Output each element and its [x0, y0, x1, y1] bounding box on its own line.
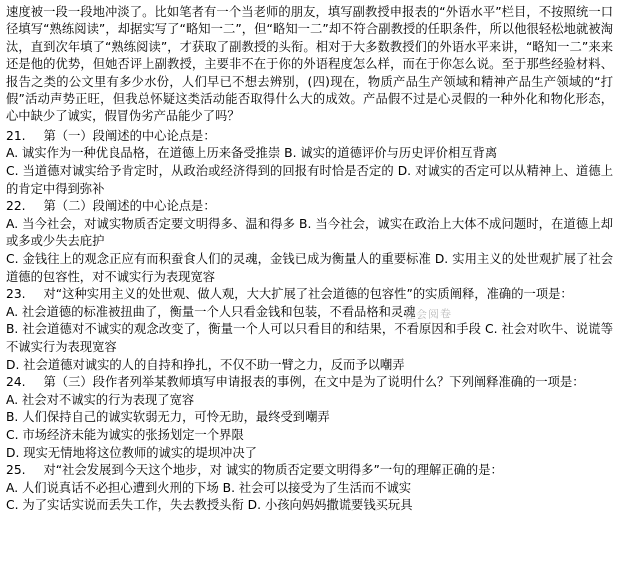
- question-text: 第（一）段阐述的中心论点是：: [43, 128, 216, 143]
- question-22: [6, 198, 613, 286]
- question-text: 对“这种实用主义的处世观、做人观，大大扩展了社会道德的包容性”的实质阐释，准确的一项是：: [43, 287, 573, 302]
- option-line[interactable]: D. 社会道德对诚实的人的自持和挣扎，不仅不助一臂之力，反而予以嘲弄: [6, 357, 405, 372]
- question-number: 21.: [6, 128, 26, 143]
- option-line[interactable]: C. 市场经济未能为诚实的张扬划定一个界限: [6, 427, 244, 442]
- option-line[interactable]: C. 金钱往上的观念正应有而积蚕食人们的灵魂，金钱已成为衡量人的重要标准 D. 实用主义的处世观扩展了社会道德的包容性，对不诚实行为表现宽容: [6, 252, 613, 284]
- question-number: 24.: [6, 375, 26, 390]
- option-line[interactable]: B. 人们保持自己的诚实软弱无力，可怜无助，最终受到嘲弄: [6, 410, 330, 425]
- question-24: [6, 374, 613, 462]
- question-21: [6, 128, 613, 198]
- watermark-text: 社会阅卷: [403, 307, 453, 322]
- question-text: 第（三）段作者列举某教师填写申请报表的事例，在文中是为了说明什么？下列阐释准确的一项是：: [43, 375, 585, 390]
- option-line[interactable]: C. 为了实话实说而丢失工作，失去教授头衔 D. 小孩向妈妈撒谎要钱买玩具: [6, 498, 413, 513]
- option-line[interactable]: A. 人们说真话不必担心遭到火刑的下场 B. 社会可以接受为了生活而不诚实: [6, 480, 412, 495]
- question-stem: [6, 198, 613, 216]
- question-23: [6, 286, 613, 374]
- question-text: 对“社会发展到今天这个地步，对 诚实的物质否定要文明得多”一句的理解正确的是：: [43, 463, 503, 478]
- question-number: 25.: [6, 463, 26, 478]
- question-number: 22.: [6, 199, 26, 214]
- question-number: 23.: [6, 287, 26, 302]
- question-text: 第（二）段阐述的中心论点是：: [43, 199, 216, 214]
- option-line[interactable]: A. 社会对不诚实的行为表现了宽容: [6, 392, 195, 407]
- option-line[interactable]: A. 当今社会，对诚实物质否定要文明得多、温和得多 B. 当今社会，诚实在政治上大体不成问题时，在道德上却或多或少失去庇护: [6, 216, 613, 249]
- question-stem: [6, 462, 613, 480]
- question-stem: [6, 374, 613, 392]
- option-line[interactable]: A. 社会道德的标准被扭曲了，衡量一个人只看金钱和包装，不看品格和灵魂: [6, 304, 416, 319]
- option-line[interactable]: C. 当道德对诚实给予肯定时，从政治或经济得到的回报有时恰是否定的 D. 对诚实的否定可以从精神上、道德上的肯定中得到弥补: [6, 164, 613, 196]
- option-line[interactable]: D. 现实无情地将这位教师的诚实的堤坝冲决了: [6, 445, 257, 460]
- passage-paragraph: 速度被一段一段地冲淡了。比如笔者有一个当老师的朋友，填写副教授申报表的“外语水平”栏目，不按照统一口径填写“熟练阅读”，却据实写了“略知一二”，但“略知一二”却不符合副教授的任职条件，所以他很轻松地就被淘汰，直到次年填了“熟练阅读”，才获取了副教授的头衔。相对于大多数教授们的外语水平来讲，“略知一二”来来还是他的优势，但她否评上副教授，主要非不在于你的外语程度怎么样，而在于你怎么说。至于那些经验材料、报告之类的公文里有多少水份，人们早已不想去辨别，(四)现在，物质产品生产领域和精神产品生产领域的“打假”活动声势正旺，但我总怀疑这类活动能否取得什么大的成效。产品假不过是心灵假的一种外化和物化形态，心中缺少了诚实，假冒伪劣产品能少了吗？: [6, 5, 613, 124]
- question-stem: [6, 286, 613, 304]
- option-line[interactable]: B. 社会道德对不诚实的观念改变了，衡量一个人可以只看目的和结果，不看原因和手段 C. 社会对吹牛、说谎等不诚实行为表现宽容: [6, 322, 613, 354]
- option-line[interactable]: A. 诚实作为一种优良品格，在道德上历来备受推崇 B. 诚实的道德评价与历史评价相互背离: [6, 146, 498, 161]
- question-25: [6, 462, 613, 515]
- question-stem: [6, 128, 613, 146]
